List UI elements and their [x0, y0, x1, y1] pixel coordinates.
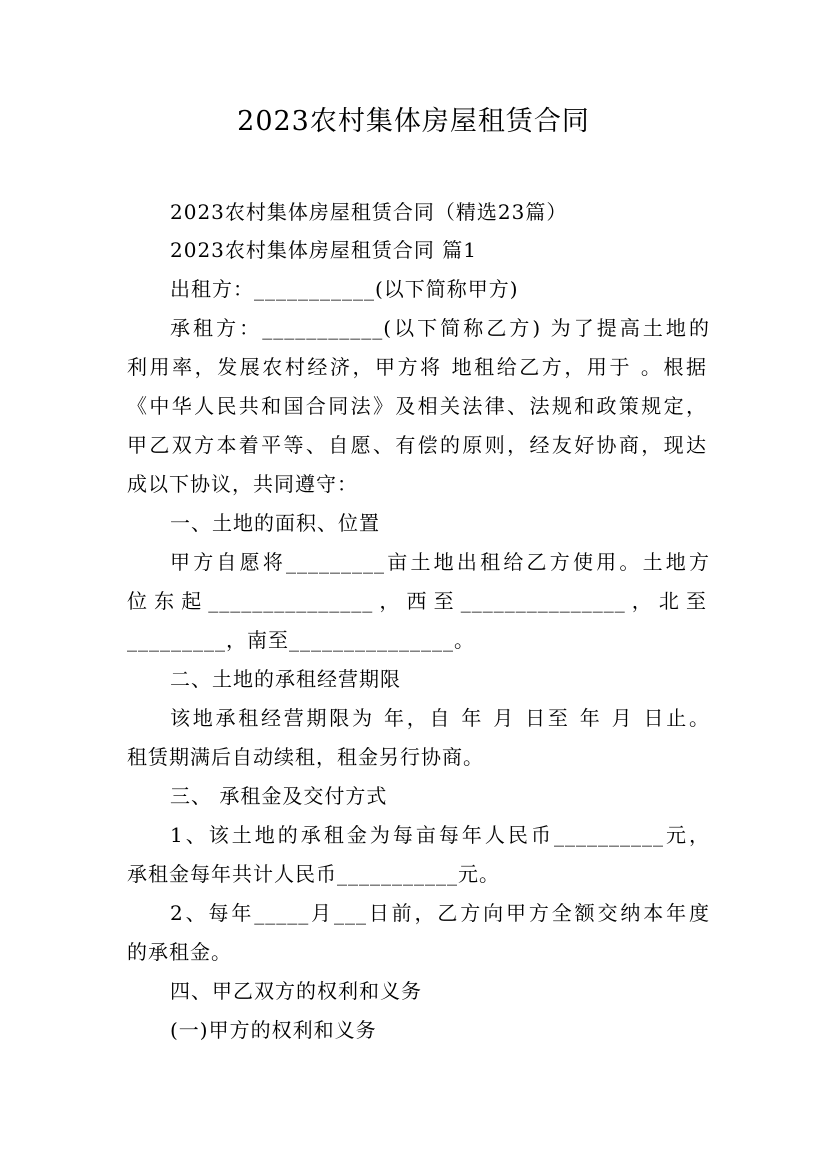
lessor-line: 出租方：___________(以下简称甲方) — [170, 277, 519, 301]
subtitle-line: 2023农村集体房屋租赁合同（精选23篇） — [170, 200, 568, 224]
paragraph-line: 2、每年_____月___日前，乙方向甲方全额交纳本年度 — [170, 901, 710, 925]
clause-heading: 三、 承租金及交付方式 — [170, 784, 388, 808]
paragraph-line: 承租金每年共计人民币___________元。 — [127, 862, 500, 886]
clause-heading: 二、土地的承租经营期限 — [170, 667, 401, 691]
paragraph-line: 位东起_______________，西至_______________，北至 — [127, 589, 707, 613]
section-heading: 2023农村集体房屋租赁合同 篇1 — [170, 238, 477, 262]
paragraph-line: 的承租金。 — [127, 940, 232, 964]
paragraph-line: 利用率，发展农村经济，甲方将 地租给乙方，用于 。根据 — [127, 355, 707, 379]
paragraph-line: 甲乙双方本着平等、自愿、有偿的原则，经友好协商，现达 — [127, 433, 707, 457]
paragraph-line: 甲方自愿将_________亩土地出租给乙方使用。土地方 — [170, 550, 710, 574]
paragraph-line: 《中华人民共和国合同法》及相关法律、法规和政策规定， — [127, 394, 707, 418]
paragraph-line: _________，南至_______________。 — [127, 628, 475, 652]
paragraph-line: 1、该土地的承租金为每亩每年人民币__________元， — [170, 823, 710, 847]
clause-heading: 一、土地的面积、位置 — [170, 511, 380, 535]
paragraph-line: 承租方：___________(以下简称乙方) 为了提高土地的 — [170, 316, 710, 340]
clause-heading: 四、甲乙双方的权利和义务 — [170, 979, 422, 1003]
paragraph-line: 成以下协议，共同遵守： — [127, 472, 358, 496]
paragraph-line: 租赁期满后自动续租，租金另行协商。 — [127, 745, 484, 769]
document-title: 2023农村集体房屋租赁合同 — [237, 106, 590, 137]
paragraph-line: 该地承租经营期限为 年，自 年 月 日至 年 月 日止。 — [170, 706, 710, 730]
sub-clause-heading: (一)甲方的权利和义务 — [170, 1018, 377, 1042]
